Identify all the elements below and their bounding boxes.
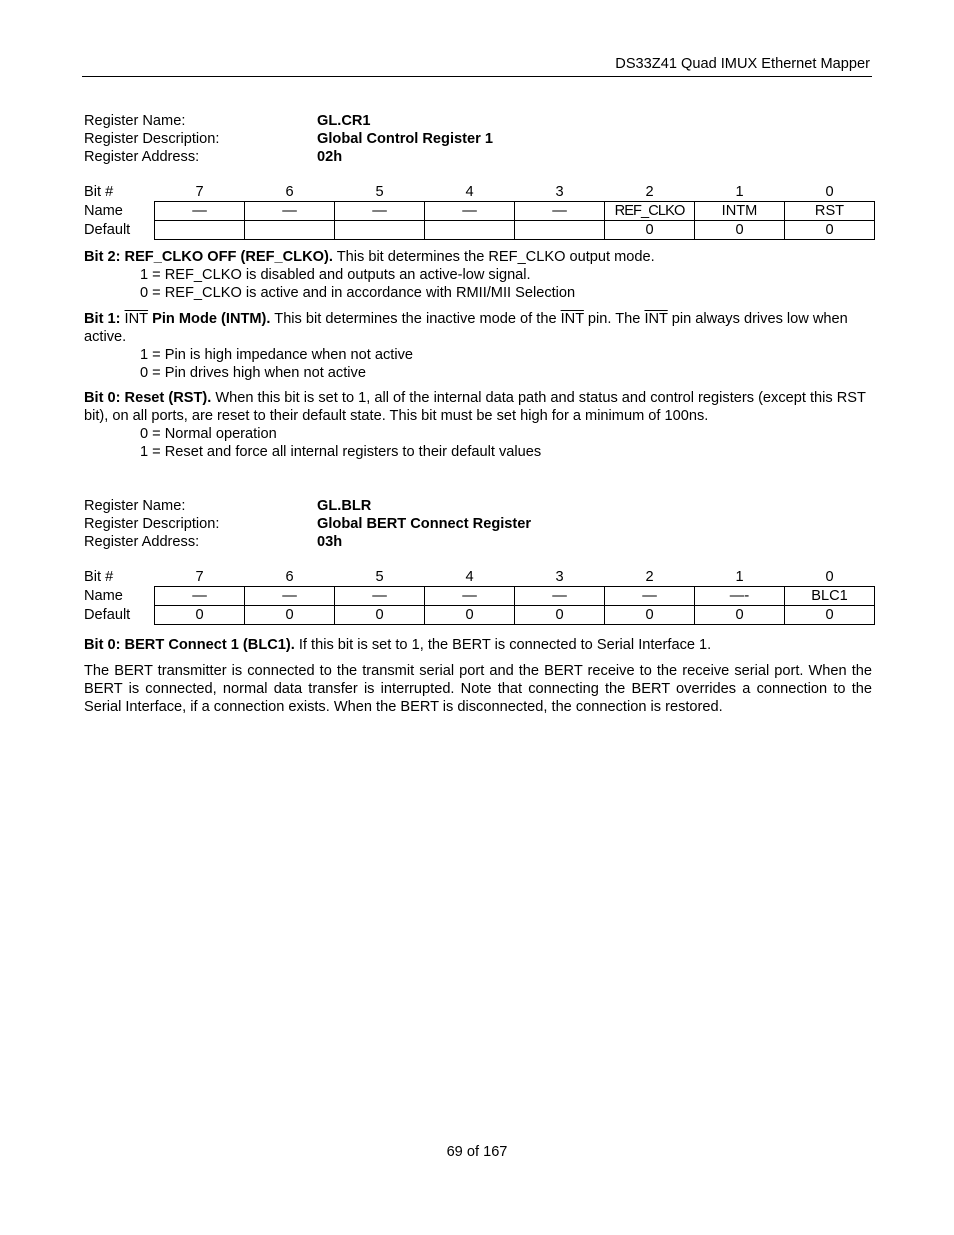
register-description-value: Global BERT Connect Register <box>317 516 532 532</box>
register-address-value: 02h <box>317 149 343 165</box>
bit-default-cell: 0 <box>245 606 335 625</box>
bit-default-cell <box>515 221 605 240</box>
register-description-row <box>84 130 872 148</box>
name-label: Name <box>84 587 123 604</box>
blc1-text: If this bit is set to 1, the BERT is connected to Serial Interface 1. <box>294 637 712 653</box>
bit1-option: 1 = Pin is high impedance when not active <box>140 347 413 363</box>
register-name-label: Register Name: <box>84 498 186 514</box>
register2-info <box>84 497 872 551</box>
int-signal: $\overline{INT}$ <box>560 311 584 327</box>
bit-name-cell: RST <box>785 202 875 221</box>
bit-name-cell: — <box>425 587 515 606</box>
bit-default-cell: 0 <box>695 606 785 625</box>
bert-paragraph: The BERT transmitter is connected to the transmit serial port and the BERT receive to the receive serial port. When the BERT is connected, normal data transfer is interrupted. Note that connecting the BERT overrides a connection to the Serial Interface, if a connection exists. When the BERT is disconnected, the connection is restored. <box>84 663 872 715</box>
bit0-description <box>84 389 872 461</box>
register1-bit-table <box>84 183 875 240</box>
bit2-option: 0 = REF_CLKO is active and in accordance with RMII/MII Selection <box>140 285 576 301</box>
bit0-title: Bit 0: Reset (RST). <box>84 390 212 406</box>
bit1-title <box>84 311 270 327</box>
bit-default-cell <box>245 221 335 240</box>
register-name-row <box>84 112 872 130</box>
register-address-row <box>84 533 872 551</box>
bit1-text-a: This bit determines the inactive mode of the <box>270 311 561 327</box>
bit-number: 3 <box>555 183 564 200</box>
bit-default-cell: 0 <box>605 606 695 625</box>
register-name-value: GL.BLR <box>317 498 372 514</box>
bit-name-cell: — <box>245 202 335 221</box>
register-description-value: Global Control Register 1 <box>317 131 493 147</box>
bit-default-cell: 0 <box>785 221 875 240</box>
bit-name-cell: —- <box>695 587 785 606</box>
register-address-label: Register Address: <box>84 149 200 165</box>
default-label: Default <box>84 221 131 238</box>
bit-default-row <box>84 221 875 240</box>
bit-number-row <box>84 183 875 202</box>
bit-number: 1 <box>735 183 744 200</box>
bit-label: Bit # <box>84 568 114 585</box>
bit1-option: 0 = Pin drives high when not active <box>140 365 366 381</box>
register-name-value: GL.CR1 <box>317 113 371 129</box>
bit1-text-c: pin always drives low when active. <box>84 311 848 345</box>
bit-number: 7 <box>195 183 204 200</box>
register-name-label: Register Name: <box>84 113 186 129</box>
bit-default-cell: 0 <box>335 606 425 625</box>
bit2-text: This bit determines the REF_CLKO output mode. <box>332 249 655 265</box>
register2-bit-table <box>84 568 875 625</box>
bit-number: 6 <box>285 183 294 200</box>
bit1-title-suffix: Pin Mode (INTM). <box>148 311 271 327</box>
bit-default-cell: 0 <box>785 606 875 625</box>
bit-number: 2 <box>645 568 654 585</box>
bit-default-cell: 0 <box>515 606 605 625</box>
bit-number: 0 <box>825 183 834 200</box>
blc1-title: Bit 0: BERT Connect 1 (BLC1). <box>84 637 295 653</box>
bit2-description <box>84 248 872 302</box>
bit-name-cell: — <box>335 202 425 221</box>
document-header-title: DS33Z41 Quad IMUX Ethernet Mapper <box>615 56 870 72</box>
bit1-text-b: pin. The <box>583 311 645 327</box>
register-description-label: Register Description: <box>84 516 220 532</box>
bit-default-cell: 0 <box>425 606 515 625</box>
bit-name-cell: — <box>245 587 335 606</box>
bit-number: 4 <box>465 568 474 585</box>
bit-number: 1 <box>735 568 744 585</box>
bit0-text: When this bit is set to 1, all of the internal data path and status and control registers (except this RST bit), on all ports, are reset to their default state. This bit must be set high for a minimum of 100ns. <box>84 390 866 424</box>
bit-label: Bit # <box>84 183 114 200</box>
register-address-value: 03h <box>317 534 343 550</box>
bit-number: 2 <box>645 183 654 200</box>
bit-default-cell: 0 <box>605 221 695 240</box>
bit0-option: 0 = Normal operation <box>140 426 277 442</box>
bit-number: 5 <box>375 183 384 200</box>
bit-number: 5 <box>375 568 384 585</box>
header-divider <box>82 76 872 77</box>
int-signal: $\overline{INT}$ <box>644 311 668 327</box>
bit0-option: 1 = Reset and force all internal registers to their default values <box>140 444 542 460</box>
bit-name-row <box>84 202 875 221</box>
bit1-description <box>84 310 872 382</box>
bit-default-cell: 0 <box>695 221 785 240</box>
name-label: Name <box>84 202 123 219</box>
bit-default-cell <box>425 221 515 240</box>
bit-name-cell: INTM <box>695 202 785 221</box>
bit2-option: 1 = REF_CLKO is disabled and outputs an active-low signal. <box>140 267 531 283</box>
bit-default-cell <box>335 221 425 240</box>
bit-name-cell: — <box>155 587 245 606</box>
bit-number: 4 <box>465 183 474 200</box>
int-signal: $\overline{INT}$ <box>124 311 149 327</box>
bit-number: 7 <box>195 568 204 585</box>
bit-default-cell <box>155 221 245 240</box>
bit-name-cell: BLC1 <box>785 587 875 606</box>
page-number: 69 of 167 <box>446 1144 508 1160</box>
register-description-label: Register Description: <box>84 131 220 147</box>
register-description-row <box>84 515 872 533</box>
bit-name-cell: — <box>605 587 695 606</box>
bit2-title: Bit 2: REF_CLKO OFF (REF_CLKO). <box>84 249 333 265</box>
bit-name-row <box>84 587 875 606</box>
bit-number: 3 <box>555 568 564 585</box>
register-address-row <box>84 148 872 166</box>
register-name-row <box>84 497 872 515</box>
bit-name-cell: — <box>155 202 245 221</box>
bit-name-cell: — <box>335 587 425 606</box>
register1-info <box>84 112 872 166</box>
bit-default-cell: 0 <box>155 606 245 625</box>
blc1-description <box>84 636 872 654</box>
bit-number: 6 <box>285 568 294 585</box>
bit-name-cell: — <box>515 587 605 606</box>
register-address-label: Register Address: <box>84 534 200 550</box>
bit-number-row <box>84 568 875 587</box>
bit-name-cell: — <box>425 202 515 221</box>
default-label: Default <box>84 606 131 623</box>
bit-number: 0 <box>825 568 834 585</box>
bit1-title-prefix: Bit 1: <box>84 311 125 327</box>
bit-default-row <box>84 606 875 625</box>
bit-name-cell: REF_CLKO <box>605 202 695 221</box>
bit-name-cell: — <box>515 202 605 221</box>
